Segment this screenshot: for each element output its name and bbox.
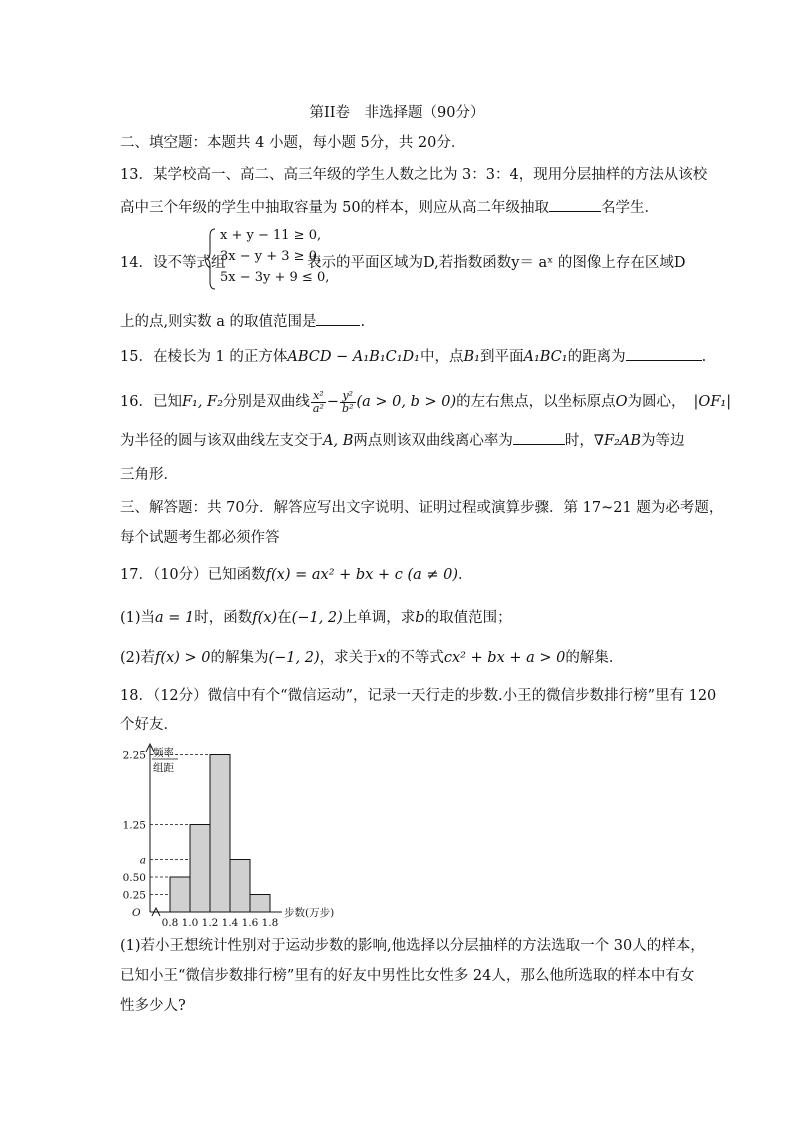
q17-p1-g: 上单调，求 xyxy=(342,610,416,626)
q16-fraction-x: $\frac{\text{x²}}{\text{a²}}$ xyxy=(312,388,324,415)
q16-foci: F₁, F₂ xyxy=(181,394,223,410)
q17-head xyxy=(120,565,473,585)
y-tick-label-0: 0.25 xyxy=(122,889,146,902)
q17-p2-i: 的解集． xyxy=(565,650,624,666)
q16-text-c: 的左右焦点，以坐标原点 xyxy=(456,394,616,410)
q17-p1-e: 在 xyxy=(277,610,292,626)
x-tick-label-2: 1.2 xyxy=(201,917,219,929)
q17-p1-b: a = 1 xyxy=(155,610,195,626)
q15-plane: A₁BC₁ xyxy=(523,349,568,365)
q17-end: ． xyxy=(458,567,473,583)
q16-line1 xyxy=(120,388,731,416)
q17-p1-i: 的取值范围； xyxy=(424,610,512,626)
q13-line1: 13．某学校高一、高二、高三年级的学生人数之比为 3：3：4，现用分层抽样的方法从该校 xyxy=(120,167,708,183)
histogram-bar-4 xyxy=(250,895,270,913)
q16-text-d: 为圆心， xyxy=(627,394,686,410)
q16-text-a: 16．已知 xyxy=(120,394,182,410)
q17-p2-c: 的解集为 xyxy=(210,650,269,666)
q17-p1-a: (1)当 xyxy=(120,610,156,626)
y-tick-label-1: 0.50 xyxy=(122,872,146,884)
y-label-bottom: 组距 xyxy=(153,762,174,774)
q17-p1-c: 时，函数 xyxy=(194,610,253,626)
q18-part1-line2: 已知小王“微信步数排行榜”里有的好友中男性比女性多 24人，那么他所选取的样本中有女 xyxy=(120,968,695,984)
q16-line3: 三角形． xyxy=(120,467,178,483)
q17-function: f(x) = ax² + bx + c (a ≠ 0) xyxy=(265,567,458,583)
q17-p2-d: (−1, 2) xyxy=(268,650,320,666)
q16-fraction-y: $\frac{\text{y²}}{\text{b²}}$ xyxy=(342,388,354,415)
q17-part2 xyxy=(120,648,623,668)
q16-radius: |OF₁| xyxy=(693,394,732,410)
histogram-bar-1 xyxy=(190,825,210,913)
q15-cube: ABCD − A₁B₁C₁D₁ xyxy=(287,349,420,365)
q16-points: A, B xyxy=(323,433,354,449)
q14-line2 xyxy=(120,311,365,332)
q17-p2-h: cx² + bx + a > 0 xyxy=(443,650,566,666)
q13-text: 高中三个年级的学生中抽取容量为 50的样本，则应从高二年级抽取 xyxy=(120,200,550,216)
histogram-bar-0 xyxy=(170,877,190,912)
histogram-bar-3 xyxy=(230,860,250,913)
x-tick-label-5: 1.8 xyxy=(261,917,279,929)
step-histogram xyxy=(112,742,372,929)
x-tick-label-1: 1.0 xyxy=(181,917,199,929)
q16-line2 xyxy=(120,430,684,451)
q17-p1-h: b xyxy=(415,610,425,626)
q15-point: B₁ xyxy=(463,349,480,365)
y-axis-label xyxy=(152,746,178,774)
q18-part1-line1: (1)若小王想统计性别对于运动步数的影响,他选择以分层抽样的方法选取一个 30人的样本， xyxy=(120,938,705,954)
q13-line2 xyxy=(120,197,659,218)
q16-text-g: 时， xyxy=(564,433,594,449)
q18-part1-line3: 性多少人? xyxy=(120,998,186,1014)
q14-ineq-3: 5x − 3y + 9 ≤ 0, xyxy=(220,270,330,285)
section-solutions-line1: 三、解答题：共 70分．解答应写出文字说明、证明过程或演算步骤．第 17~21 题为必考题， xyxy=(120,500,724,516)
q17-p1-f: (−1, 2) xyxy=(291,610,343,626)
q16-condition: (a > 0, b > 0) xyxy=(356,394,457,410)
x-axis-label: 步数(万步) xyxy=(284,907,335,919)
q18-line2: 个好友． xyxy=(120,717,178,733)
q15-text-b: 中，点 xyxy=(420,349,464,365)
q17-p2-e: ，求关于 xyxy=(319,650,378,666)
q15-answer-blank[interactable] xyxy=(626,346,702,361)
q14-ineq-2: 3x − y + 3 ≥ 0, xyxy=(220,249,322,264)
brace-icon xyxy=(206,228,216,290)
q13-tail: 名学生． xyxy=(601,200,660,216)
q18-line1: 18．（12分）微信中有个“微信运动”，记录一天行走的步数.小王的微信步数排行榜”里有 120 xyxy=(120,688,717,704)
q15-text-c: 到平面 xyxy=(479,349,524,365)
q15-text-a: 15．在棱长为 1 的正方体 xyxy=(120,349,288,365)
q14-text: 上的点,则实数 a 的取值范围是 xyxy=(120,314,317,330)
q17-text: 17．（10分）已知函数 xyxy=(120,567,266,583)
y-tick-label-4: 2.25 xyxy=(122,749,146,762)
y-label-top: 频率 xyxy=(153,747,174,759)
q16-triangle: ∇F₂AB xyxy=(593,433,641,449)
q15-line xyxy=(120,346,706,367)
q16-origin: O xyxy=(615,394,628,410)
q17-p1-d: f(x) xyxy=(252,610,278,626)
q17-p2-f: x xyxy=(377,650,386,666)
q16-text-e: 为半径的圆与该双曲线左支交于 xyxy=(120,433,323,449)
q16-answer-blank[interactable] xyxy=(513,430,565,445)
histogram-bar-2 xyxy=(210,755,230,913)
q16-text-h: 为等边 xyxy=(640,433,685,449)
q15-tail: . xyxy=(701,349,707,365)
q14-ineq-1: x + y − 11 ≥ 0, xyxy=(220,228,322,243)
part-title: 第II卷 非选择题（90分） xyxy=(309,105,485,121)
q16-text-b: 分别是双曲线 xyxy=(222,394,310,410)
y-tick-label-2: a xyxy=(139,854,146,867)
section-solutions-line2: 每个试题考生都必须作答 xyxy=(120,530,280,546)
x-tick-label-4: 1.6 xyxy=(241,917,259,929)
q16-minus: − xyxy=(326,394,340,410)
section-fill-in-heading: 二、填空题：本题共 4 小题，每小题 5分，共 20分． xyxy=(120,135,466,151)
origin-label: O xyxy=(132,907,141,919)
q14-tail: . xyxy=(360,314,366,330)
q17-p2-a: (2)若 xyxy=(120,650,156,666)
q14-prefix: 14．设不等式组 xyxy=(120,255,226,271)
q17-part1 xyxy=(120,608,512,628)
y-tick-label-3: 1.25 xyxy=(122,819,146,832)
q14-answer-blank[interactable] xyxy=(316,311,360,326)
q17-p2-g: 的不等式 xyxy=(385,650,444,666)
q15-text-d: 的距离为 xyxy=(567,349,626,365)
q14-mid: 表示的平面区域为D,若指数函数y＝ aˣ 的图像上存在区域D xyxy=(307,255,686,271)
q17-p2-b: f(x) > 0 xyxy=(155,650,211,666)
q13-answer-blank[interactable] xyxy=(549,197,601,212)
x-tick-label-3: 1.4 xyxy=(221,917,239,929)
x-tick-label-0: 0.8 xyxy=(161,917,179,929)
q16-text-f: 两点则该双曲线离心率为 xyxy=(353,433,513,449)
